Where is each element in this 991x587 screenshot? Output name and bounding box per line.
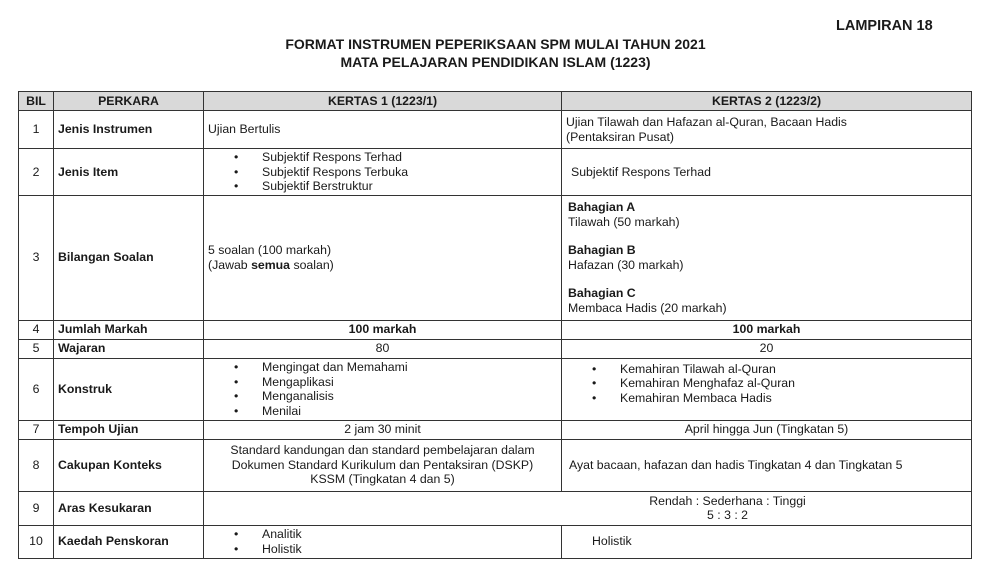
- kertas1-line: Standard kandungan dan standard pembelajaran dalam: [230, 443, 535, 458]
- list-item: • Mengaplikasi: [208, 375, 557, 390]
- list-item: • Kemahiran Tilawah al-Quran: [566, 362, 967, 377]
- row-number: 6: [19, 358, 54, 420]
- row-perkara: Kaedah Penskoran: [54, 525, 204, 558]
- kertas2-cell: [562, 195, 972, 320]
- row-number: 10: [19, 525, 54, 558]
- col-header-kertas2: KERTAS 2 (1223/2): [562, 92, 972, 111]
- list-item: • Subjektif Respons Terbuka: [208, 165, 557, 180]
- spacer: [568, 229, 967, 243]
- kertas1-cell: Ujian Bertulis: [204, 111, 562, 149]
- row-perkara: Jenis Instrumen: [54, 111, 204, 149]
- kertas2-line: (Pentaksiran Pusat): [566, 129, 674, 144]
- kertas2-cell: [562, 358, 972, 420]
- kertas1-line-suffix: soalan): [290, 257, 334, 272]
- kertas2-cell: Subjektif Respons Terhad: [562, 149, 972, 196]
- section-text: Membaca Hadis (20 markah): [568, 300, 727, 315]
- table-row: [19, 420, 972, 439]
- lampiran-label: LAMPIRAN 18: [836, 18, 933, 34]
- ratio-labels: Rendah : Sederhana : Tinggi: [649, 493, 806, 508]
- ratio-values: 5 : 3 : 2: [706, 508, 749, 522]
- kertas1-cell: [204, 358, 562, 420]
- table-header-row: [19, 92, 972, 111]
- list-item: • Analitik: [208, 527, 557, 542]
- row-number: 2: [19, 149, 54, 196]
- list-item: • Kemahiran Membaca Hadis: [566, 391, 967, 406]
- list-item: • Holistik: [208, 542, 557, 557]
- row-perkara: Jenis Item: [54, 149, 204, 196]
- document-subtitle: MATA PELAJARAN PENDIDIKAN ISLAM (1223): [340, 54, 651, 70]
- table-row: [19, 339, 972, 358]
- table-row: [19, 525, 972, 558]
- document-title: FORMAT INSTRUMEN PEPERIKSAAN SPM MULAI TAHUN 2021: [285, 36, 706, 52]
- row-perkara: Wajaran: [54, 339, 204, 358]
- kertas1-cell: [204, 195, 562, 320]
- kertas2-cell: Holistik: [562, 525, 972, 558]
- table-row: [19, 491, 972, 525]
- row-perkara: Jumlah Markah: [54, 320, 204, 339]
- col-header-perkara: PERKARA: [54, 92, 204, 111]
- kertas2-cell: 100 markah: [562, 320, 972, 339]
- table-row: [19, 111, 972, 149]
- list-item: • Kemahiran Menghafaz al-Quran: [566, 376, 967, 391]
- row-perkara: Konstruk: [54, 358, 204, 420]
- row-number: 3: [19, 195, 54, 320]
- kertas2-cell: 20: [562, 339, 972, 358]
- list-item: • Subjektif Respons Terhad: [208, 150, 557, 165]
- kertas2-cell: [562, 111, 972, 149]
- list-item: • Mengingat dan Memahami: [208, 360, 557, 375]
- kertas2-line: Ujian Tilawah dan Hafazan al-Quran, Bacaan Hadis: [566, 115, 847, 129]
- row-perkara: Cakupan Konteks: [54, 439, 204, 491]
- section-heading: Bahagian B: [568, 243, 636, 257]
- row-number: 1: [19, 111, 54, 149]
- row-number: 7: [19, 420, 54, 439]
- table-row: [19, 439, 972, 491]
- kertas1-cell: 100 markah: [204, 320, 562, 339]
- row-perkara: Bilangan Soalan: [54, 195, 204, 320]
- list-item: • Menilai: [208, 404, 557, 419]
- row-number: 9: [19, 491, 54, 525]
- kertas1-line: Dokumen Standard Kurikulum dan Pentaksiran (DSKP): [231, 457, 534, 472]
- col-header-kertas1: KERTAS 1 (1223/1): [204, 92, 562, 111]
- kertas1-emphasis: semua: [251, 257, 291, 272]
- section-heading: Bahagian A: [568, 200, 636, 214]
- kertas1-cell: 2 jam 30 minit: [204, 420, 562, 439]
- list-item: • Subjektif Berstruktur: [208, 179, 557, 194]
- row-perkara: Aras Kesukaran: [54, 491, 204, 525]
- row-number: 4: [19, 320, 54, 339]
- table-row: [19, 149, 972, 196]
- col-header-bil: BIL: [19, 92, 54, 111]
- list-item: • Menganalisis: [208, 389, 557, 404]
- kertas1-line: KSSM (Tingkatan 4 dan 5): [310, 472, 455, 487]
- section-text: Hafazan (30 markah): [568, 257, 684, 272]
- table-row: [19, 195, 972, 320]
- kertas2-cell: April hingga Jun (Tingkatan 5): [562, 420, 972, 439]
- row-number: 5: [19, 339, 54, 358]
- row-number: 8: [19, 439, 54, 491]
- kertas2-cell: Ayat bacaan, hafazan dan hadis Tingkatan 4 dan Tingkatan 5: [562, 439, 972, 491]
- kertas1-line-prefix: (Jawab: [208, 257, 252, 272]
- section-text: Tilawah (50 markah): [568, 214, 680, 229]
- section-heading: Bahagian C: [568, 286, 636, 300]
- merged-cell: [204, 491, 972, 525]
- row-perkara: Tempoh Ujian: [54, 420, 204, 439]
- table-row: [19, 320, 972, 339]
- table-row: [19, 358, 972, 420]
- kertas1-cell: [204, 149, 562, 196]
- kertas1-cell: [204, 525, 562, 558]
- spacer: [568, 272, 967, 286]
- kertas1-cell: [204, 439, 562, 491]
- format-table: [18, 91, 972, 559]
- kertas1-cell: 80: [204, 339, 562, 358]
- kertas1-line: 5 soalan (100 markah): [208, 243, 332, 257]
